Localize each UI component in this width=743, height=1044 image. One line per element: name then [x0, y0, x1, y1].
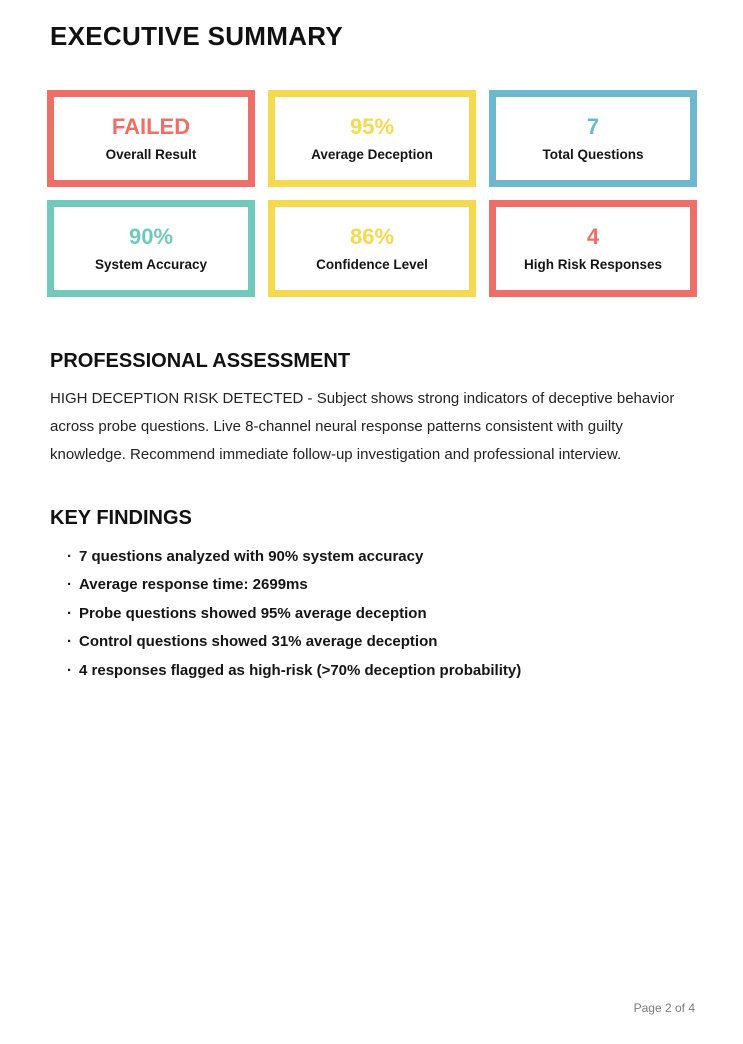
stat-label: Average Deception [311, 146, 433, 162]
stat-value: 95% [349, 113, 395, 139]
stat-value: FAILED [111, 113, 191, 139]
stat-card-confidence-level [268, 200, 476, 297]
bullet-icon: · [67, 604, 72, 622]
key-finding-text: Average response time: 2699ms [79, 576, 308, 594]
stat-value: 86% [349, 223, 395, 249]
stat-label: Confidence Level [316, 256, 428, 272]
stat-card-total-questions [489, 90, 697, 187]
key-finding-text: Probe questions showed 95% average deception [79, 604, 427, 622]
stat-card-high-risk-responses [489, 200, 697, 297]
key-finding-text: 4 responses flagged as high-risk (>70% deception probability) [79, 661, 522, 679]
stat-label: Total Questions [542, 146, 644, 162]
key-finding-item [67, 606, 695, 622]
stat-card-overall-result [47, 90, 255, 187]
key-finding-item [67, 577, 695, 593]
stat-card-system-accuracy [47, 200, 255, 297]
key-findings-list [50, 549, 695, 679]
key-finding-item [67, 663, 695, 679]
key-finding-item [67, 549, 695, 565]
key-finding-text: 7 questions analyzed with 90% system accuracy [79, 547, 424, 565]
bullet-icon: · [67, 547, 72, 565]
stat-card-grid [47, 90, 695, 297]
bullet-icon: · [67, 661, 72, 679]
page-title: EXECUTIVE SUMMARY [50, 21, 344, 51]
key-finding-text: Control questions showed 31% average deception [79, 633, 438, 651]
bullet-icon: · [67, 633, 72, 651]
stat-label: Overall Result [105, 146, 197, 162]
professional-assessment-body: HIGH DECEPTION RISK DETECTED - Subject shows strong indicators of deceptive behavior across probe questions. Live 8-channel neural response patterns consistent with guilty knowledge. Recommend immediate follow-up investigation and professional interview. [50, 389, 675, 463]
page-number: Page 2 of 4 [633, 1001, 695, 1015]
page-content [50, 22, 695, 691]
bullet-icon: · [67, 576, 72, 594]
stat-value: 7 [586, 113, 600, 139]
stat-value: 90% [128, 223, 174, 249]
stat-value: 4 [586, 223, 600, 249]
key-finding-item [67, 634, 695, 650]
stat-card-average-deception [268, 90, 476, 187]
stat-label: System Accuracy [94, 256, 208, 272]
key-findings-heading: KEY FINDINGS [50, 506, 192, 529]
professional-assessment-heading: PROFESSIONAL ASSESSMENT [50, 349, 351, 372]
stat-label: High Risk Responses [523, 256, 663, 272]
